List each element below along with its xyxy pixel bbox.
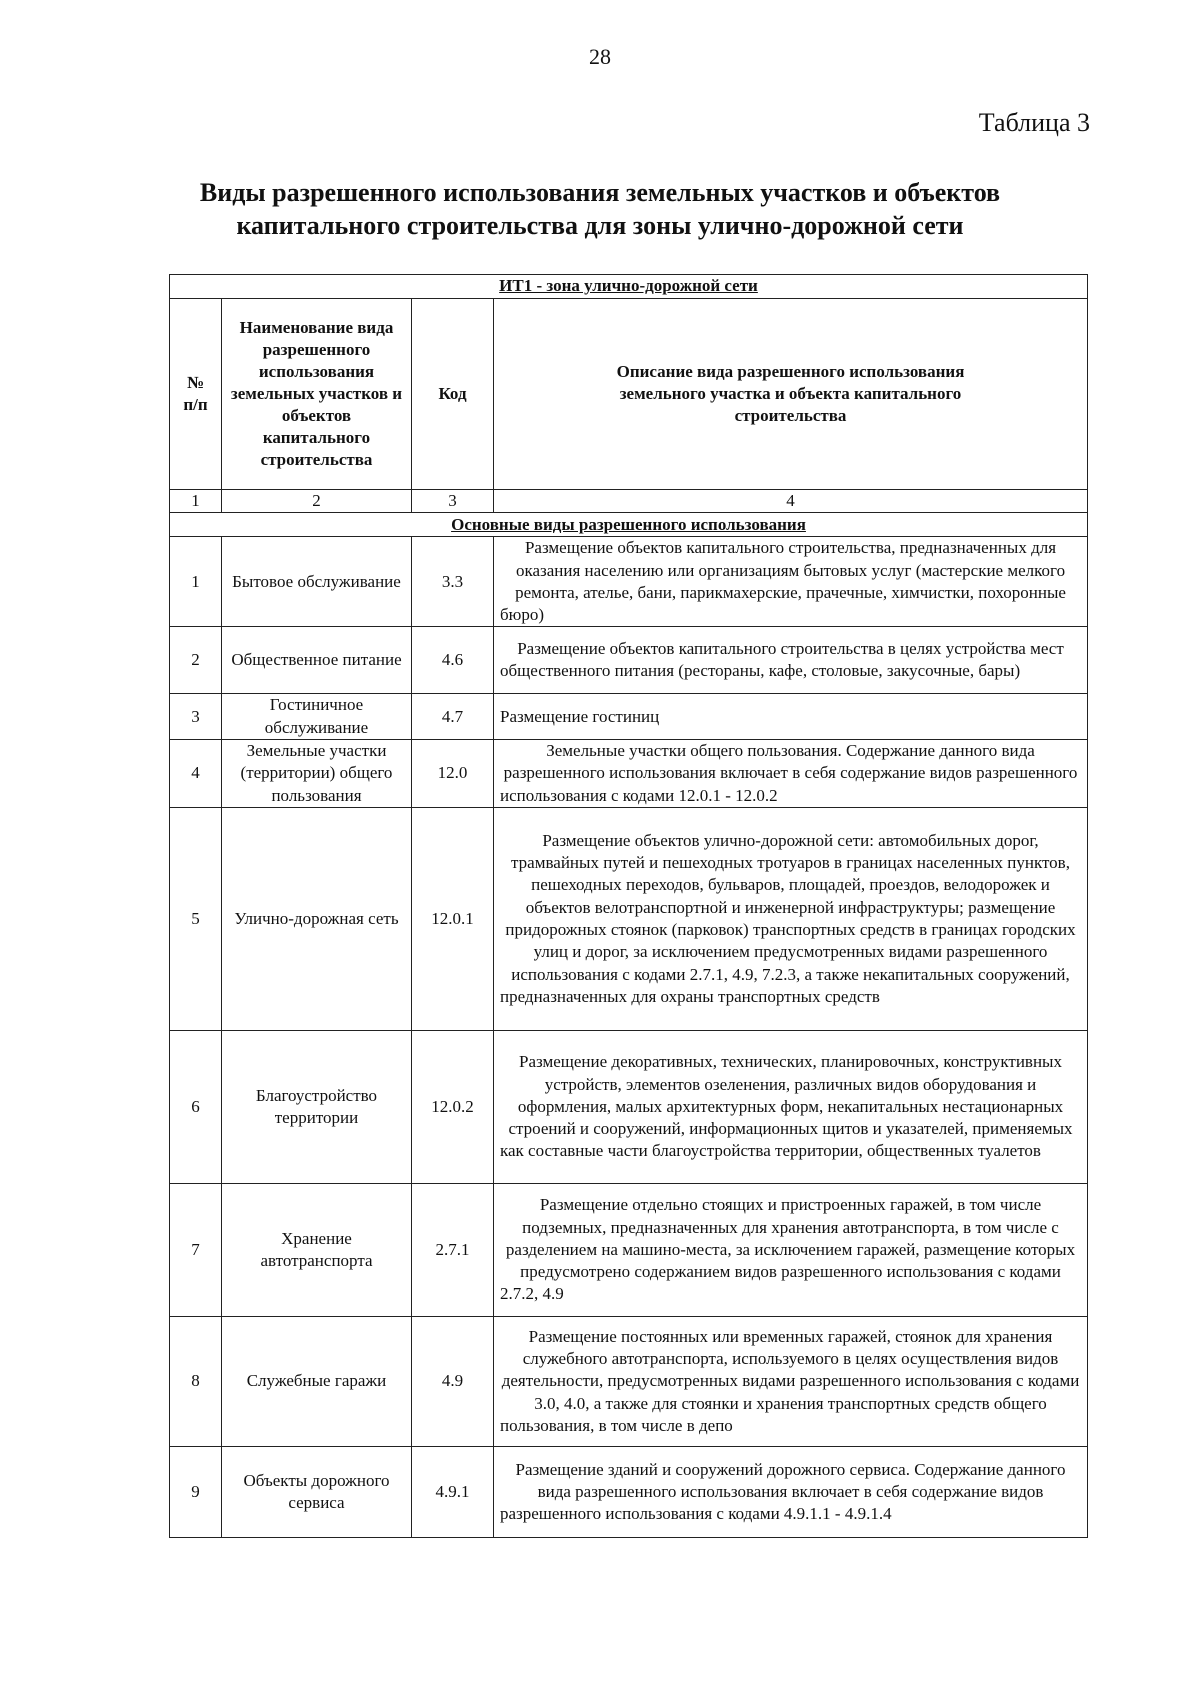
column-number: 4 xyxy=(494,490,1088,513)
row-name: Служебные гаражи xyxy=(222,1316,412,1446)
zone-header: ИТ1 - зона улично-дорожной сети xyxy=(170,275,1088,299)
table-label: Таблица 3 xyxy=(978,108,1090,137)
row-number: 9 xyxy=(170,1446,222,1537)
land-use-table xyxy=(169,274,1088,1538)
row-description: Размещение объектов капитального строительства в целях устройства мест общественного питания (рестораны, кафе, столовые, закусочные, бары) xyxy=(494,627,1088,694)
row-code: 3.3 xyxy=(412,537,494,627)
row-code: 12.0.1 xyxy=(412,807,494,1030)
table-row xyxy=(170,1183,1088,1316)
column-header-row xyxy=(170,299,1088,490)
table-row xyxy=(170,537,1088,627)
row-code: 4.9.1 xyxy=(412,1446,494,1537)
row-name: Гостиничное обслуживание xyxy=(222,694,412,740)
header-code: Код xyxy=(412,299,494,490)
row-description: Размещение постоянных или временных гаражей, стоянок для хранения служебного автотранспорта, используемого в целях осуществления видов деятельности, предусмотренных видами разрешенного использования с кодами 3.0, 4.0, а также для стоянки и хранения транспортных средств общего пользования, в том числе в депо xyxy=(494,1316,1088,1446)
title-line-2: капитального строительства для зоны улично-дорожной сети xyxy=(236,211,964,240)
table-row xyxy=(170,1446,1088,1537)
table-row xyxy=(170,740,1088,808)
row-name: Объекты дорожного сервиса xyxy=(222,1446,412,1537)
column-number: 1 xyxy=(170,490,222,513)
row-code: 12.0 xyxy=(412,740,494,808)
column-number: 2 xyxy=(222,490,412,513)
row-number: 6 xyxy=(170,1030,222,1183)
row-name: Благоустройство территории xyxy=(222,1030,412,1183)
row-code: 4.6 xyxy=(412,627,494,694)
table-row xyxy=(170,1030,1088,1183)
row-code: 4.9 xyxy=(412,1316,494,1446)
row-description: Размещение объектов капитального строительства, предназначенных для оказания населению или организациям бытовых услуг (мастерские мелкого ремонта, ателье, бани, парикмахерские, прачечные, химчистки, похоронные бюро) xyxy=(494,537,1088,627)
zone-header-row xyxy=(170,275,1088,299)
column-number: 3 xyxy=(412,490,494,513)
table-row xyxy=(170,694,1088,740)
row-description: Размещение декоративных, технических, планировочных, конструктивных устройств, элементов озеленения, различных видов оборудования и оформления, малых архитектурных форм, некапитальных нестационарных строений и сооружений, информационных щитов и указателей, применяемых как составные части благоустройства территории, общественных туалетов xyxy=(494,1030,1088,1183)
row-number: 3 xyxy=(170,694,222,740)
row-description: Размещение объектов улично-дорожной сети: автомобильных дорог, трамвайных путей и пешеходных тротуаров в границах населенных пунктов, пешеходных переходов, бульваров, площадей, проездов, велодорожек и объектов велотранспортной и инженерной инфраструктуры; размещение придорожных стоянок (парковок) транспортных средств в границах городских улиц и дорог, за исключением предусмотренных видами разрешенного использования с кодами 2.7.1, 4.9, 7.2.3, а также некапитальных сооружений, предназначенных для охраны транспортных средств xyxy=(494,807,1088,1030)
row-code: 2.7.1 xyxy=(412,1183,494,1316)
row-description: Размещение отдельно стоящих и пристроенных гаражей, в том числе подземных, предназначенных для хранения автотранспорта, в том числе с разделением на машино-места, за исключением гаражей, размещение которых предусмотрено содержанием видов разрешенного использования с кодами 2.7.2, 4.9 xyxy=(494,1183,1088,1316)
section-header-row xyxy=(170,513,1088,537)
row-code: 4.7 xyxy=(412,694,494,740)
row-description: Размещение гостиниц xyxy=(494,694,1088,740)
row-name: Земельные участки (территории) общего пользования xyxy=(222,740,412,808)
row-number: 4 xyxy=(170,740,222,808)
row-name: Улично-дорожная сеть xyxy=(222,807,412,1030)
row-description: Земельные участки общего пользования. Содержание данного вида разрешенного использования включает в себя содержание видов разрешенного использования с кодами 12.0.1 - 12.0.2 xyxy=(494,740,1088,808)
header-description: Описание вида разрешенного использования земельного участка и объекта капитального строительства xyxy=(494,299,1088,490)
row-name: Бытовое обслуживание xyxy=(222,537,412,627)
row-number: 8 xyxy=(170,1316,222,1446)
row-number: 7 xyxy=(170,1183,222,1316)
document-title xyxy=(100,176,1100,242)
row-code: 12.0.2 xyxy=(412,1030,494,1183)
row-name: Хранение автотранспорта xyxy=(222,1183,412,1316)
header-name: Наименование вида разрешенного использования земельных участков и объектов капитального строительства xyxy=(222,299,412,490)
table-row xyxy=(170,627,1088,694)
table-row xyxy=(170,807,1088,1030)
column-number-row xyxy=(170,490,1088,513)
row-number: 1 xyxy=(170,537,222,627)
page-number: 28 xyxy=(589,44,611,69)
row-name: Общественное питание xyxy=(222,627,412,694)
row-number: 5 xyxy=(170,807,222,1030)
row-number: 2 xyxy=(170,627,222,694)
section-header: Основные виды разрешенного использования xyxy=(170,513,1088,537)
table-row xyxy=(170,1316,1088,1446)
row-description: Размещение зданий и сооружений дорожного сервиса. Содержание данного вида разрешенного использования включает в себя содержание видов разрешенного использования с кодами 4.9.1.1 - 4.9.1.4 xyxy=(494,1446,1088,1537)
header-num: № п/п xyxy=(170,299,222,490)
title-line-1: Виды разрешенного использования земельных участков и объектов xyxy=(199,178,1001,207)
